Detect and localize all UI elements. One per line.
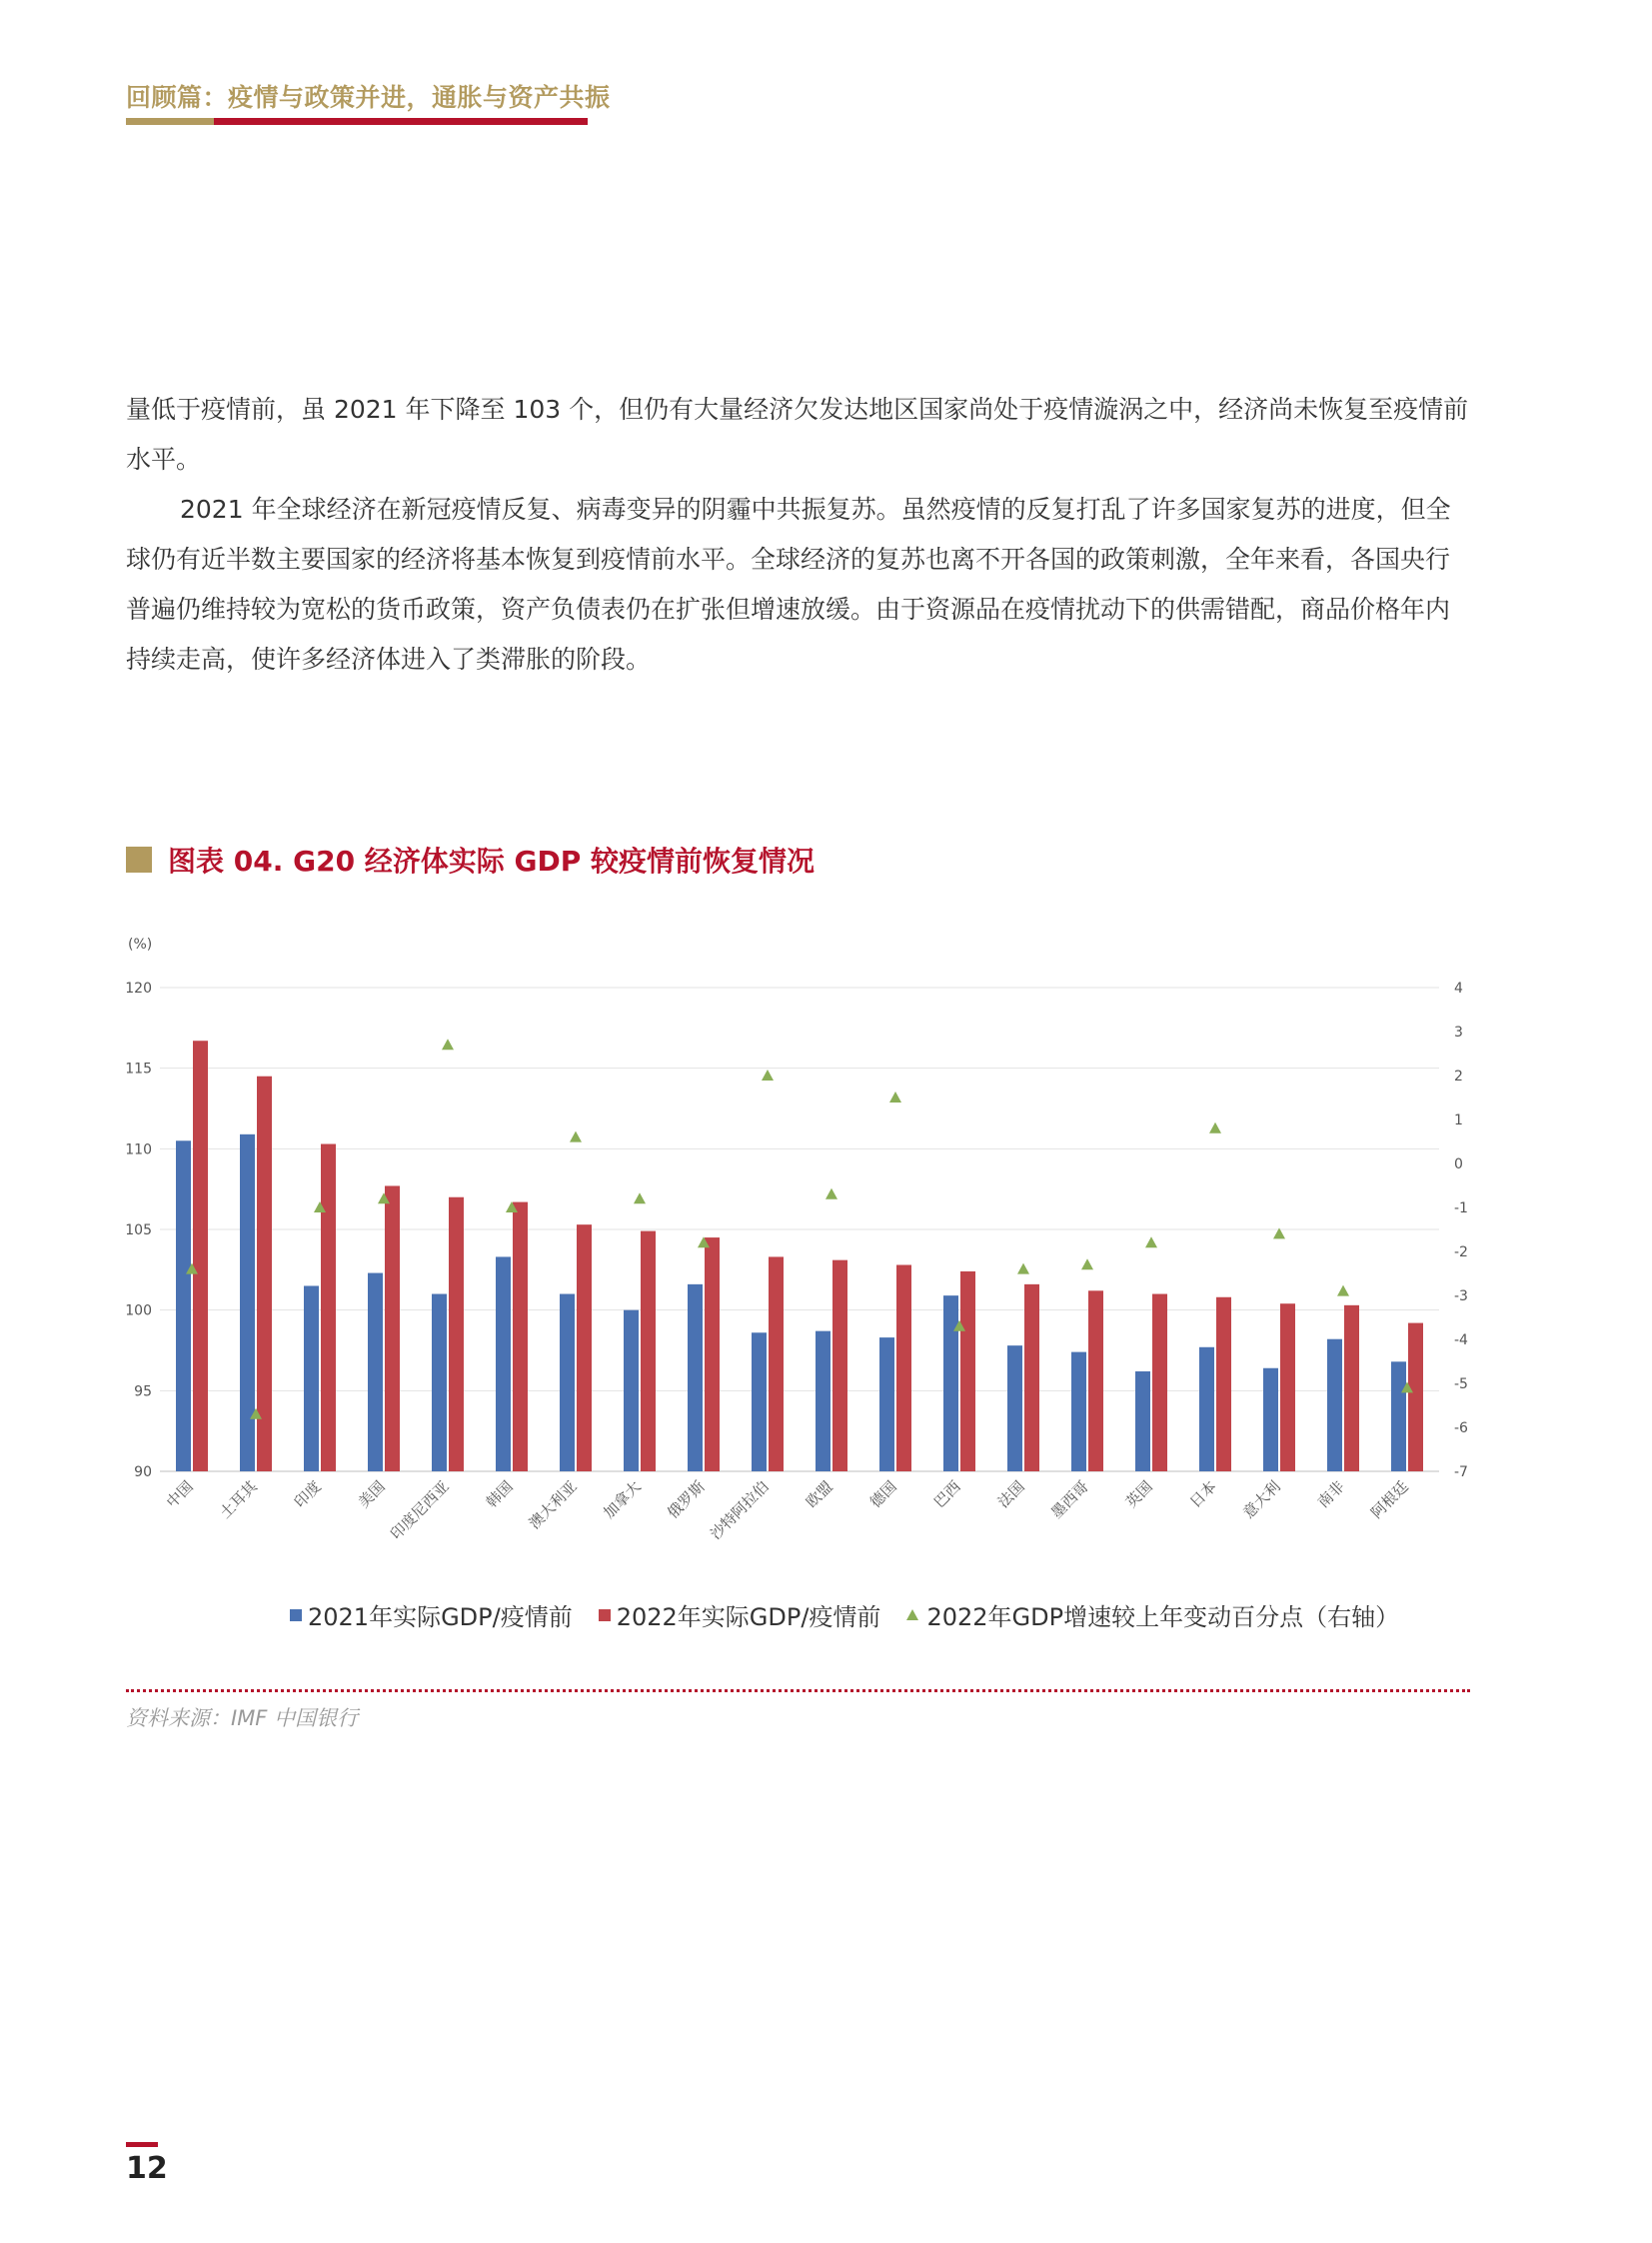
page-number-bar: [126, 2142, 158, 2147]
chart-heading-label: 图表 04. G20 经济体实际 GDP 较疫情前恢复情况: [168, 845, 816, 878]
growth-change-marker: [1081, 1258, 1093, 1269]
bar-2021: [624, 1310, 639, 1471]
bar-2021: [176, 1140, 191, 1471]
legend-item-2022: [599, 1597, 881, 1632]
y-tick-label: 95: [134, 1383, 152, 1400]
growth-change-marker: [634, 1192, 646, 1203]
header-rule-gold: [126, 118, 214, 125]
y-tick-label: 115: [125, 1061, 152, 1078]
y2-tick-label: 3: [1454, 1025, 1463, 1041]
x-category-label: 南非: [1313, 1477, 1348, 1512]
bar-2022: [832, 1260, 847, 1471]
header-rule: [126, 118, 588, 125]
x-category-label: 巴西: [929, 1477, 964, 1512]
y2-tick-label: 1: [1454, 1113, 1463, 1128]
bar-2022: [769, 1256, 784, 1471]
growth-change-marker: [826, 1188, 837, 1199]
legend-item-2021: [290, 1597, 573, 1632]
x-category-label: 美国: [354, 1477, 389, 1512]
legend-label-2021: 2021年实际GDP/疫情前: [308, 1603, 573, 1631]
bar-2022: [705, 1237, 720, 1471]
bar-2022: [257, 1077, 272, 1471]
bar-2021: [432, 1294, 447, 1471]
x-category-label: 英国: [1121, 1477, 1156, 1512]
x-category-label: 欧盟: [802, 1477, 836, 1512]
section-header-title: 回顾篇：疫情与政策并进，通胀与资产共振: [126, 83, 611, 112]
x-category-label: 印度尼西亚: [387, 1477, 453, 1543]
body-text: [126, 385, 1470, 685]
bar-2022: [193, 1041, 208, 1471]
bar-2021: [1327, 1339, 1342, 1471]
bar-2021: [943, 1295, 958, 1471]
paragraph-2: 2021 年全球经济在新冠疫情反复、病毒变异的阴霾中共振复苏。虽然疫情的反复打乱了许多国家复苏的进度，但全球仍有近半数主要国家的经济将基本恢复到疫情前水平。全球经济的复苏也离不开各国的政策刺激，全年来看，各国央行普遍仍维持较为宽松的货币政策，资产负债表仍在扩张但增速放缓。由于资源品在疫情扰动下的供需错配，商品价格年内持续走高，使许多经济体进入了类滞胀的阶段。: [126, 495, 1451, 674]
legend-label-2022: 2022年实际GDP/疫情前: [616, 1603, 881, 1631]
y-tick-label: 100: [125, 1302, 152, 1319]
y2-tick-label: -6: [1454, 1420, 1468, 1436]
bar-2021: [240, 1134, 255, 1471]
x-category-label: 墨西哥: [1047, 1477, 1092, 1522]
source-divider: [126, 1689, 1470, 1692]
bar-2022: [1024, 1284, 1039, 1471]
source-note: 资料来源：IMF 中国银行: [126, 1706, 359, 1730]
bar-2021: [1199, 1347, 1214, 1471]
x-category-label: 印度: [290, 1477, 325, 1512]
growth-change-marker: [442, 1039, 454, 1050]
x-category-label: 沙特阿拉伯: [707, 1477, 773, 1543]
bar-2022: [385, 1185, 400, 1471]
bar-2022: [321, 1143, 336, 1471]
bar-2021: [368, 1273, 383, 1471]
growth-change-marker: [570, 1131, 582, 1142]
y2-tick-label: 4: [1454, 981, 1463, 997]
bar-2022: [1152, 1294, 1167, 1471]
bar-2022: [1280, 1303, 1295, 1471]
x-category-label: 意大利: [1239, 1477, 1284, 1522]
bar-2022: [449, 1197, 464, 1471]
y-tick-label: 120: [125, 981, 152, 997]
x-category-label: 韩国: [482, 1477, 517, 1512]
x-category-label: 土耳其: [216, 1477, 261, 1522]
bar-2022: [577, 1224, 592, 1471]
chart-heading: [126, 840, 815, 880]
bar-2021: [752, 1332, 767, 1471]
growth-change-marker: [762, 1070, 774, 1081]
x-category-label: 阿根廷: [1367, 1477, 1412, 1522]
x-category-label: 德国: [865, 1477, 900, 1512]
growth-change-marker: [1209, 1122, 1221, 1133]
growth-change-marker: [1145, 1236, 1157, 1247]
growth-change-marker: [1337, 1285, 1349, 1296]
bar-2022: [1088, 1290, 1103, 1471]
bar-2022: [641, 1231, 656, 1471]
y2-tick-label: -4: [1454, 1332, 1468, 1348]
bar-2022: [513, 1202, 528, 1471]
legend-item-growth-change: [906, 1597, 1399, 1632]
y2-tick-label: -5: [1454, 1376, 1468, 1392]
x-category-label: 加拿大: [600, 1477, 645, 1522]
growth-change-marker: [889, 1092, 901, 1103]
legend-label-growth-change: 2022年GDP增速较上年变动百分点（右轴）: [926, 1603, 1400, 1631]
page-number: 12: [126, 2151, 168, 2186]
bar-2021: [1391, 1361, 1406, 1471]
legend-triangle-icon: [906, 1609, 918, 1620]
bar-2021: [560, 1294, 575, 1471]
bar-2022: [1408, 1323, 1423, 1471]
chart-legend: [290, 1597, 1425, 1632]
bar-2021: [816, 1331, 830, 1471]
x-category-label: 澳大利亚: [525, 1477, 581, 1533]
y2-tick-label: -7: [1454, 1464, 1468, 1480]
legend-swatch-2021: [290, 1609, 302, 1621]
paragraph-1: 量低于疫情前，虽 2021 年下降至 103 个，但仍有大量经济欠发达地区国家尚处于疫情漩涡之中，经济尚未恢复至疫情前水平。: [126, 395, 1469, 474]
y-tick-label: 90: [134, 1464, 152, 1480]
bar-2021: [1135, 1371, 1150, 1471]
y-tick-label: 110: [125, 1141, 152, 1158]
chart-heading-marker: [126, 847, 152, 873]
x-category-label: 日本: [1185, 1477, 1220, 1512]
x-category-label: 法国: [993, 1477, 1028, 1512]
bar-2021: [304, 1285, 319, 1471]
bar-2022: [1344, 1305, 1359, 1471]
y2-tick-label: 0: [1454, 1156, 1463, 1172]
bar-2021: [1263, 1368, 1278, 1471]
bar-2021: [1071, 1352, 1086, 1471]
y2-tick-label: -1: [1454, 1200, 1468, 1216]
bar-2022: [1216, 1297, 1231, 1471]
legend-swatch-2022: [599, 1609, 611, 1621]
bar-2021: [688, 1284, 703, 1471]
bar-2022: [896, 1264, 911, 1471]
x-category-label: 俄罗斯: [664, 1477, 709, 1522]
y-axis-unit-label: (%): [128, 937, 153, 953]
bar-2021: [496, 1256, 511, 1471]
bar-2021: [879, 1337, 894, 1471]
gdp-recovery-chart: [110, 925, 1499, 1574]
growth-change-marker: [1017, 1263, 1029, 1274]
bar-2021: [1007, 1345, 1022, 1471]
y2-tick-label: 2: [1454, 1069, 1463, 1085]
y-tick-label: 105: [125, 1222, 152, 1238]
y2-tick-label: -3: [1454, 1288, 1468, 1304]
x-category-label: 中国: [162, 1477, 197, 1512]
bar-2022: [960, 1271, 975, 1471]
y2-tick-label: -2: [1454, 1244, 1468, 1260]
header-rule-red: [214, 118, 588, 125]
